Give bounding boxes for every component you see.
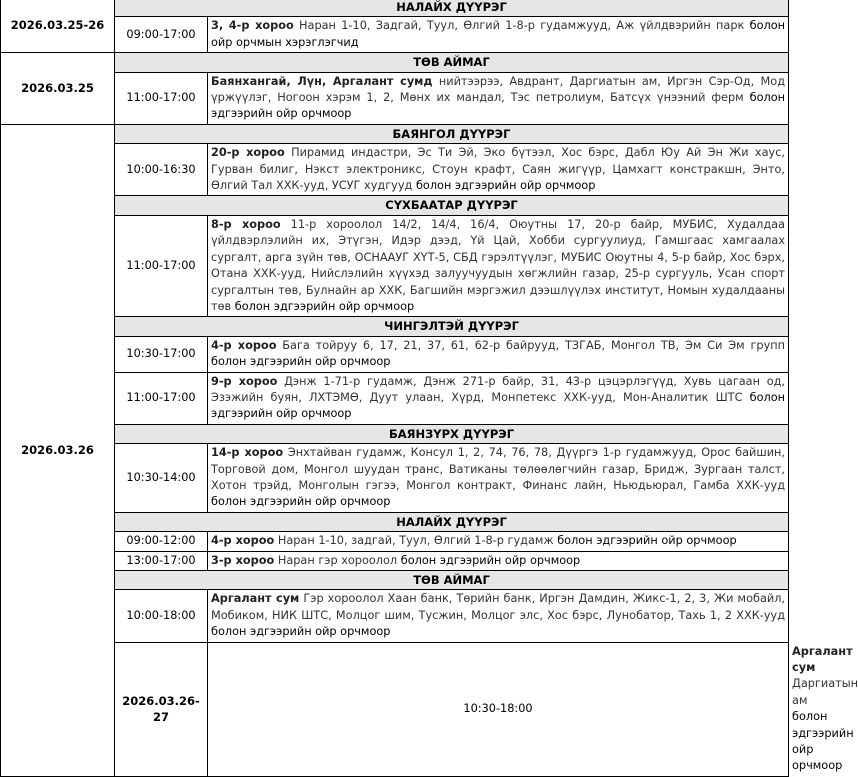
schedule-row (1, 215, 789, 316)
district-name: Баянхангай, Лүн, Аргалант сумд (211, 74, 433, 88)
description-cell (208, 72, 789, 124)
district-header: НАЛАЙХ ДҮҮРЭГ (115, 0, 789, 17)
area-suffix: болон эдгээрийн ойр орчмоор (400, 553, 581, 567)
district-header: БАЯНГОЛ ДҮҮРЭГ (115, 124, 789, 143)
area-suffix: болон эдгээрийн ойр орчмоор (415, 179, 596, 193)
district-name: 14-р хороо (211, 446, 284, 460)
area-suffix: болон эдгээрийн ойр орчмоор (211, 625, 391, 639)
schedule-row (1, 17, 789, 53)
location-list: Гэр хороолол Хаан банк, Төрийн банк, Иргэн Дамдин, Жикс-1, 2, 3, Жи мобайл, Мобиком, НИК ШТС, Молцог шим, Тусжин, Молцог элс, Хос бэрс, Лунобатор, Тахь 1, 2 ХХК-ууд (211, 592, 786, 622)
location-list: Дэнж 1-71-р гудамж, Дэнж 271-р байр, 31, 43-р цэцэрлэгүүд, Хувь цагаан од, Эзэжийн буян, ЛХТЭМӨ, Дуут улаан, Хүрд, Монпетекс ХХК-ууд, Мон-Аналитик ШТС (211, 374, 786, 404)
schedule-row (1, 590, 789, 642)
district-name: Аргалант сум (792, 644, 853, 675)
schedule-row (1, 532, 789, 551)
district-header: НАЛАЙХ ДҮҮРЭГ (115, 512, 789, 531)
date-cell: 2026.03.25 (1, 53, 115, 125)
area-suffix: болон эдгээрийн ойр орчмоор (792, 710, 854, 773)
date-cell: 2026.03.26 (1, 124, 115, 776)
time-cell: 10:30-14:00 (115, 444, 208, 513)
location-list: нийтээрээ, Авдрант, Даргиатын ам, Иргэн Сэр-Од, Мод үржүүлэг, Ногоон хэрэм 1, 2, Мөнх их мандал, Тэс петролиум, Батсүх үнээний ферм (211, 74, 786, 105)
district-header-row (1, 571, 789, 590)
description-cell (208, 17, 789, 53)
district-header-row (1, 424, 789, 443)
area-suffix: болон эдгээрийн ойр орчмоор (211, 390, 786, 421)
schedule-body (1, 0, 858, 776)
description-cell (208, 215, 789, 316)
schedule-row (1, 72, 789, 124)
district-header-row (1, 124, 789, 143)
area-suffix: болон эдгээрийн ойр орчмоор (234, 299, 415, 313)
area-suffix: болон эдгээрийн ойр орчмоор (211, 495, 391, 509)
district-header-row (1, 0, 789, 17)
location-list: Энхтайван гудамж, Консул 1, 2, 74, 76, 78, Дүүргэ 1-р гудамжууд, Орос байшин, Торговой дом, Монгол шуудан транс, Ватиканы төлөөлөгчийн газар, Бридж, Зургаан талст, Хотон трэйд, Монголын гэгээ, Монгол контракт, Финанс лайн, Ньюдьюрал, Гамба ХХК-ууд (211, 446, 786, 492)
description-cell (208, 144, 789, 196)
district-name: 8-р хороо (211, 217, 281, 231)
description-cell (208, 372, 789, 424)
schedule-row (1, 551, 789, 570)
time-cell: 11:00-17:00 (115, 372, 208, 424)
district-header-row (1, 512, 789, 531)
district-name: 4-р хороо (211, 534, 275, 548)
description-cell (208, 590, 789, 642)
district-name: Аргалант сум (211, 592, 300, 606)
district-header: ЧИНГЭЛТЭЙ ДҮҮРЭГ (115, 317, 789, 336)
date-cell: 2026.03.25-26 (1, 0, 115, 53)
time-cell: 11:00-17:00 (115, 72, 208, 124)
district-name: 3-р хороо (211, 553, 275, 567)
time-cell: 09:00-12:00 (115, 532, 208, 551)
time-cell: 11:00-17:00 (115, 215, 208, 316)
date-cell: 2026.03.26-27 (115, 642, 208, 776)
location-list: Даргиатын ам (792, 677, 858, 707)
time-cell: 09:00-17:00 (115, 17, 208, 53)
time-cell: 10:30-17:00 (115, 336, 208, 372)
district-name: 9-р хороо (211, 374, 278, 388)
district-header: БАЯНЗҮРХ ДҮҮРЭГ (115, 424, 789, 443)
location-list: Наран 1-10, Задгай, Туул, Өлгий 1-8-р гудамжууд, Аж үйлдвэрийн парк (299, 19, 745, 33)
district-header-row (1, 317, 789, 336)
schedule-row (1, 444, 789, 513)
schedule-row (1, 336, 789, 372)
area-suffix: болон эдгээрийн ойр орчмоор (211, 91, 786, 121)
location-list: Бага тойруу 6, 17, 21, 37, 61, 62-р байрууд, ТЗГАБ, Монгол ТВ, Эм Си Эм групп (282, 338, 786, 352)
description-cell (208, 336, 789, 372)
time-cell: 10:00-18:00 (115, 590, 208, 642)
district-header-row (1, 53, 789, 72)
description-cell (208, 551, 789, 570)
location-list: Наран 1-10, задгай, Туул, Өлгий 1-8-р гудамж (277, 534, 554, 548)
time-cell: 10:00-16:30 (115, 144, 208, 196)
schedule-row (1, 372, 789, 424)
time-cell: 10:30-18:00 (208, 642, 789, 776)
area-suffix: болон ойр орчмын хэрэглэгчид (211, 19, 786, 49)
description-cell (208, 444, 789, 513)
district-name: 3, 4-р хороо (211, 19, 294, 33)
schedule-row (1, 144, 789, 196)
area-suffix: болон эдгээрийн ойр орчмоор (557, 534, 737, 548)
district-header-row (1, 196, 789, 215)
district-header: СҮХБААТАР ДҮҮРЭГ (115, 196, 789, 215)
description-cell (208, 532, 789, 551)
area-suffix: болон эдгээрийн ойр орчмоор (211, 355, 391, 369)
time-cell: 13:00-17:00 (115, 551, 208, 570)
location-list: Наран гэр хороолол (277, 553, 398, 567)
district-header: ТӨВ АЙМАГ (115, 571, 789, 590)
schedule-row (1, 642, 789, 776)
location-list: Пирамид индастри, Эс Ти Эй, Эко бүтээл, Хос бэрс, Дабл Юу Ай Эн Жи хаус, Гурван билиг, Нэкст электроникс, Стоун крафт, Саян жигүүр, Цамхагт констракшн, Энто, Өлгий Тал ХХК-ууд, УСУГ худгууд (211, 146, 786, 193)
district-name: 4-р хороо (211, 338, 277, 352)
district-name: 20-р хороо (211, 146, 285, 160)
location-list: 11-р хороолол 14/2, 14/4, 16/4, Оюутны 17, 20-р байр, МУБИС, Худалдаа үйлдвэрлэлийн их, Этүгэн, Идэр дээд, Үй Цай, Хобби сургуулиуд, Гамшгаас хамгаалах сургалт, арга зүйн төв, ОСНААУГ ХҮТ-5, СБД гэрэлтүүлэг, МУБИС Оюутны 4, 5-р байр, Хос бэрх, Отана ХХК-ууд, Нийслэлийн хүүхэд залуучуудын хөгжлийн газар, 25-р сургууль, Усан спорт сургалтын төв, Булнайн ар ХХК, Багшийн мэргэжил дээшлүүлэх институт, Номын худалдааны төв (211, 217, 786, 313)
district-header: ТӨВ АЙМАГ (115, 53, 789, 72)
